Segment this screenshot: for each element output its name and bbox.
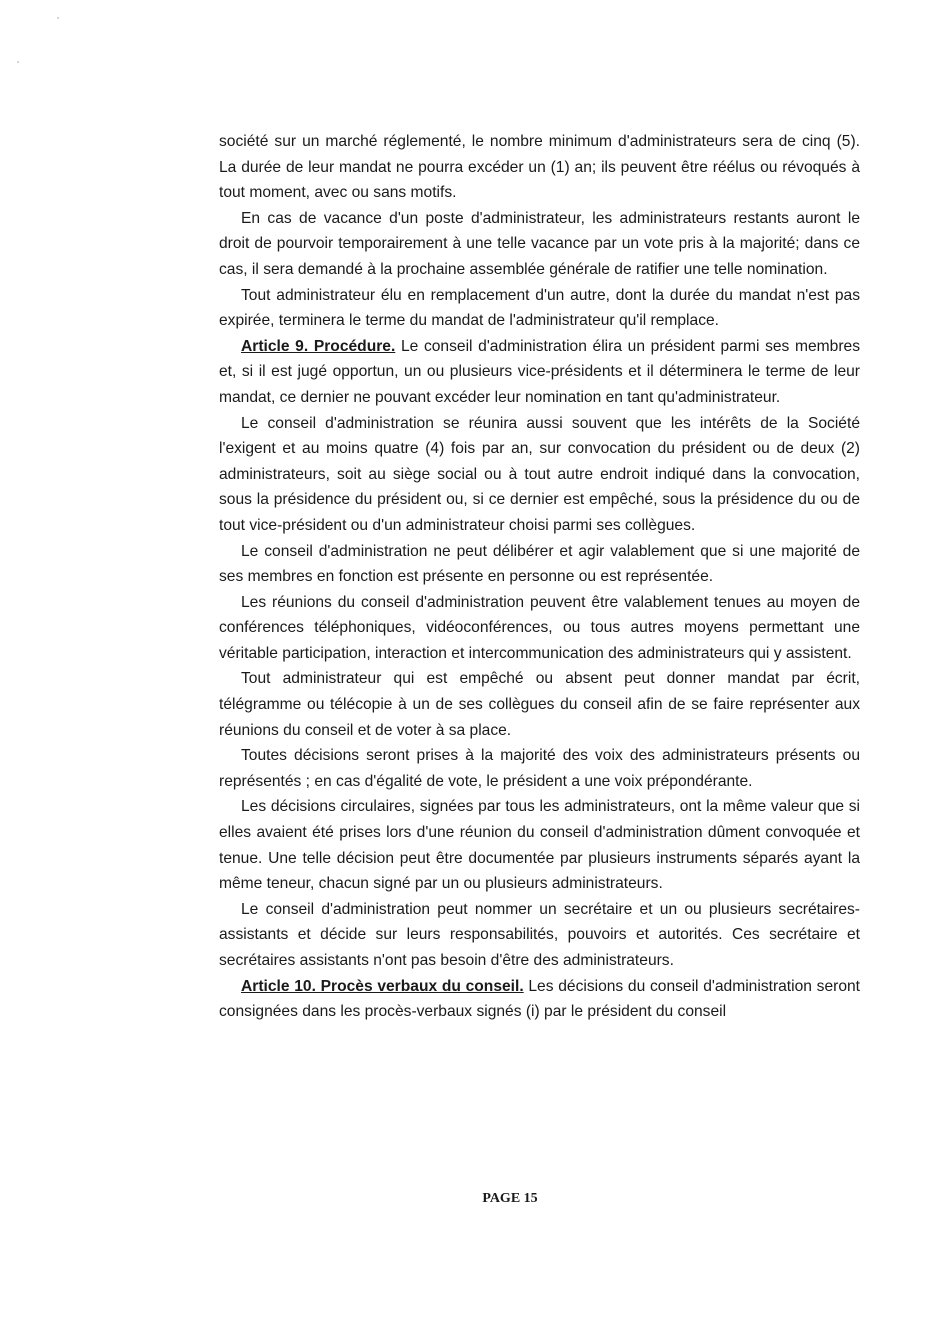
article-10-text: Les décisions du conseil d'administration seront consignées dans les procès-verbaux signés (i) par le président du conseil	[219, 977, 860, 1021]
paragraph: société sur un marché réglementé, le nombre minimum d'administrateurs sera de cinq (5). La durée de leur mandat ne pourra excéder un (1) an; ils peuvent être réélus ou révoqués à tout moment, avec ou sans motifs.	[219, 133, 860, 202]
paragraph: Tout administrateur qui est empêché ou absent peut donner mandat par écrit, télégramme ou télécopie à un de ses collègues du conseil afin de se faire représenter aux réunions du conseil et de voter à sa place.	[219, 670, 860, 739]
paragraph: Les décisions circulaires, signées par tous les administrateurs, ont la même valeur que si elles avaient été prises lors d'une réunion du conseil d'administration dûment convoquée et tenue. Une telle décision peut être documentée par plusieurs instruments séparés ayant la même teneur, chacun signé par un ou plusieurs administrateurs.	[219, 798, 860, 893]
article-9-text: Le conseil d'administration élira un président parmi ses membres et, si il est jugé opportun, un ou plusieurs vice-présidents et il déterminera le terme de leur mandat, ce dernier ne pouvant excéder leur nomination en tant qu'administrateur.	[219, 337, 860, 406]
paragraph-article-10	[219, 974, 860, 1025]
scan-speck	[17, 61, 19, 63]
paragraph: Toutes décisions seront prises à la majorité des voix des administrateurs présents ou représentés ; en cas d'égalité de vote, le président a une voix prépondérante.	[219, 747, 860, 790]
paragraph: Tout administrateur élu en remplacement d'un autre, dont la durée du mandat n'est pas expirée, terminera le terme du mandat de l'administrateur qu'il remplace.	[219, 286, 860, 330]
article-9-heading: Article 9. Procédure.	[241, 337, 396, 355]
paragraph: En cas de vacance d'un poste d'administrateur, les administrateurs restants auront le droit de pourvoir temporairement à une telle vacance par un vote pris à la majorité; dans ce cas, il sera demandé à la prochaine assemblée générale de ratifier une telle nomination.	[219, 209, 860, 278]
paragraph: Les réunions du conseil d'administration peuvent être valablement tenues au moyen de conférences téléphoniques, vidéoconférences, ou tous autres moyens permettant une véritable participation, interaction et intercommunication des administrateurs qui y assistent.	[219, 593, 860, 662]
paragraph: Le conseil d'administration se réunira aussi souvent que les intérêts de la Société l'exigent et au moins quatre (4) fois par an, sur convocation du président ou de deux (2) administrateurs, soit au siège social ou à tout autre endroit indiqué dans la convocation, sous la présidence du président ou, si ce dernier est empêché, sous la présidence du ou de tout vice-président ou d'un administrateur choisi parmi ses collègues.	[219, 414, 860, 534]
scan-speck	[57, 17, 59, 19]
page-number: PAGE 15	[482, 1191, 538, 1206]
paragraph: Le conseil d'administration ne peut délibérer et agir valablement que si une majorité de ses membres en fonction est présente en personne ou est représentée.	[219, 542, 860, 586]
paragraph: Le conseil d'administration peut nommer un secrétaire et un ou plusieurs secrétaires-assistants et décide sur leurs responsabilités, pouvoirs et autorités. Ces secrétaire et secrétaires assistants n'ont pas besoin d'être des administrateurs.	[219, 900, 860, 969]
article-10-heading: Article 10. Procès verbaux du conseil.	[241, 977, 524, 995]
document-body	[219, 129, 860, 1025]
paragraph-article-9	[219, 334, 860, 411]
